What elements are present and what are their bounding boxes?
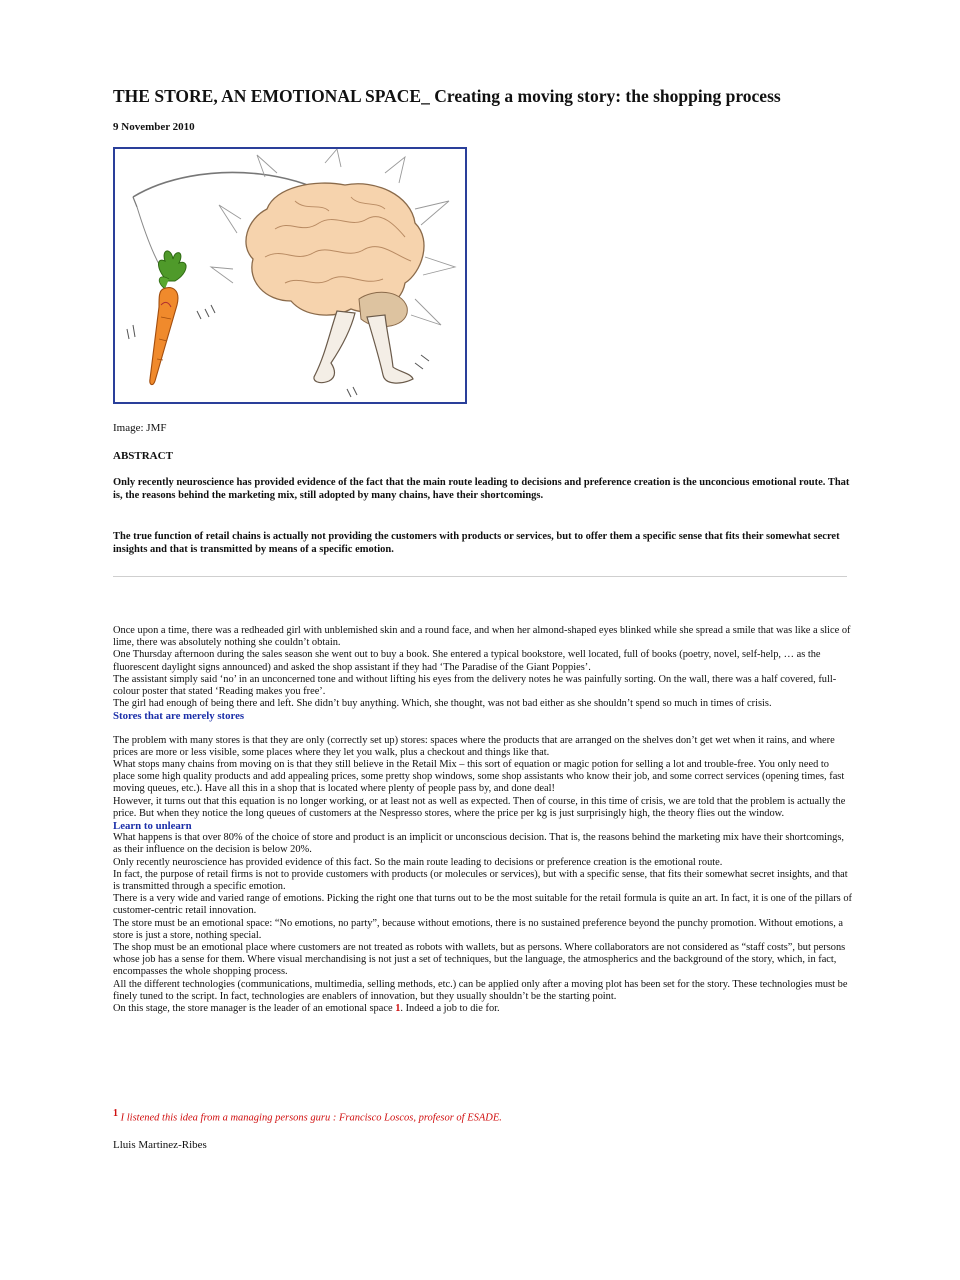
abstract-heading: ABSTRACT	[113, 450, 173, 462]
carrot-leaves	[159, 251, 187, 289]
image-caption: Image: JMF	[113, 422, 167, 434]
article-illustration	[113, 147, 467, 404]
footnote-text: I listened this idea from a managing persons guru : Francisco Loscos, profesor of ESADE.	[118, 1112, 502, 1124]
body-paragraph: The shop must be an emotional place where customers are not treated as robots with wallets, but as persons. Where collaborators are not considered as “staff costs”, but persons whose job has a sense for them. Where visual merchandising is not just a set of techniques, but the language, the atmospherics and the background of the story, which, in fact, encompasses the whole shopping process.	[113, 942, 846, 978]
body-paragraph: What happens is that over 80% of the choice of store and product is an implicit or unconscious decision. That is, the reasons behind the marketing mix have their shortcomings, as their influence on the decision is below 20%.	[113, 832, 845, 856]
footnote-reference[interactable]: 1	[395, 1003, 401, 1015]
body-text: . Indeed a job to die for.	[400, 1003, 500, 1015]
body-paragraph: All the different technologies (communications, multimedia, selling methods, etc.) can be applied only after a moving plot has been set for the story. These technologies must be finely tuned to the script. In fact, technologies are enablers of innovation, but they usually shouldn’t be the starting point.	[113, 978, 848, 1002]
body-paragraph: In fact, the purpose of retail firms is not to provide customers with products (or molecules or services), but with a specific sense, that fits their somewhat secret insights, and that is transmitted through a specific emotion.	[113, 868, 848, 893]
body-paragraph: The assistant simply said ‘no’ in an unconcerned tone and without lifting his eyes from the delivery notes he was painfully sorting. On the wall, there was a half covered, full-colour poster that stated ‘Reading makes you free’.	[113, 673, 837, 698]
footnote-marker: 1	[113, 1108, 118, 1119]
subheading-unlearn: Learn to unlearn	[113, 820, 192, 833]
brain-carrot-drawing	[115, 149, 465, 402]
body-paragraph: Only recently neuroscience has provided evidence of this fact. So the main route leading to decisions or preference creation is the emotional route.	[113, 856, 723, 868]
article-title: THE STORE, AN EMOTIONAL SPACE_ Creating a moving story: the shopping process	[113, 86, 781, 106]
carrot	[150, 288, 178, 385]
body-paragraph: However, it turns out that this equation is no longer working, or at least not as well as expected. Then of course, in this time of crisis, we are told that the problem is actually the price. But when they notice the long queues of customers at the Nespresso stores, where the price per kg is just surprisingly high, the theory flies out the window.	[113, 795, 846, 819]
abstract-paragraph: The true function of retail chains is actually not providing the customers with products or services, but to offer them a specific sense that fits their somewhat secret insights and that is transmitted by means of a specific emotion.	[113, 531, 840, 555]
section-divider	[113, 576, 847, 577]
subheading-stores: Stores that are merely stores	[113, 710, 245, 723]
body-paragraph: The girl had enough of being there and left. She didn’t buy anything. Which, she thought, was not bad either as she shouldn’t spend so much in times of crisis.	[113, 698, 772, 710]
article-body	[113, 625, 853, 1015]
article-date: 9 November 2010	[113, 121, 195, 133]
footnote	[113, 1108, 502, 1124]
body-paragraph: One Thursday afternoon during the sales season she went out to buy a book. She entered a typical bookstore, well located, full of books (poetry, novel, self-help, … as the fluorescent daylight signs announced) and asked the shop assistant if they had ‘The Paradise of the Giant Poppies’.	[113, 649, 821, 673]
brain	[246, 183, 424, 327]
body-paragraph	[113, 1003, 853, 1015]
author-name: Lluis Martinez-Ribes	[113, 1139, 207, 1151]
body-paragraph: Once upon a time, there was a redheaded girl with unblemished skin and a round face, and when her almond-shaped eyes blinked while she spread a smile that was like a slice of lime, there was absolutely nothing she couldn’t obtain.	[113, 625, 851, 649]
body-paragraph: There is a very wide and varied range of emotions. Picking the right one that turns out to be the most suitable for the retail formula is quite an art. In fact, it is one of the pillars of customer-centric retail innovation.	[113, 893, 852, 917]
abstract-paragraph: Only recently neuroscience has provided evidence of the fact that the main route leading to decisions and preference creation is the unconcious emotional route. That is, the reasons behind the marketing mix, still adopted by many chains, have their shortcomings.	[113, 477, 850, 501]
body-text: On this stage, the store manager is the leader of an emotional space	[113, 1003, 396, 1015]
body-paragraph: The problem with many stores is that they are only (correctly set up) stores: spaces where the products that are arranged on the shelves don’t get wet when it rains, and where prices are more or less visible, some places where they let you walk, plus a checkout and things like that.	[113, 734, 835, 758]
body-paragraph: The store must be an emotional space: “No emotions, no party”, because without emotions, there is no sustained preference beyond the punchy promotion. Without emotions, a store is just a store, nothing special.	[113, 917, 844, 941]
body-paragraph: What stops many chains from moving on is that they still believe in the Retail Mix – this sort of equation or magic potion for selling a lot and trouble-free. You only need to place some high quality products and add appealing prices, some pretty shop windows, some shop assistants who know their job, and some correct services (opening times, fast moving queues, etc.). Have all this in a shop that is located where plenty of people pass by, and done deal!	[113, 759, 845, 795]
